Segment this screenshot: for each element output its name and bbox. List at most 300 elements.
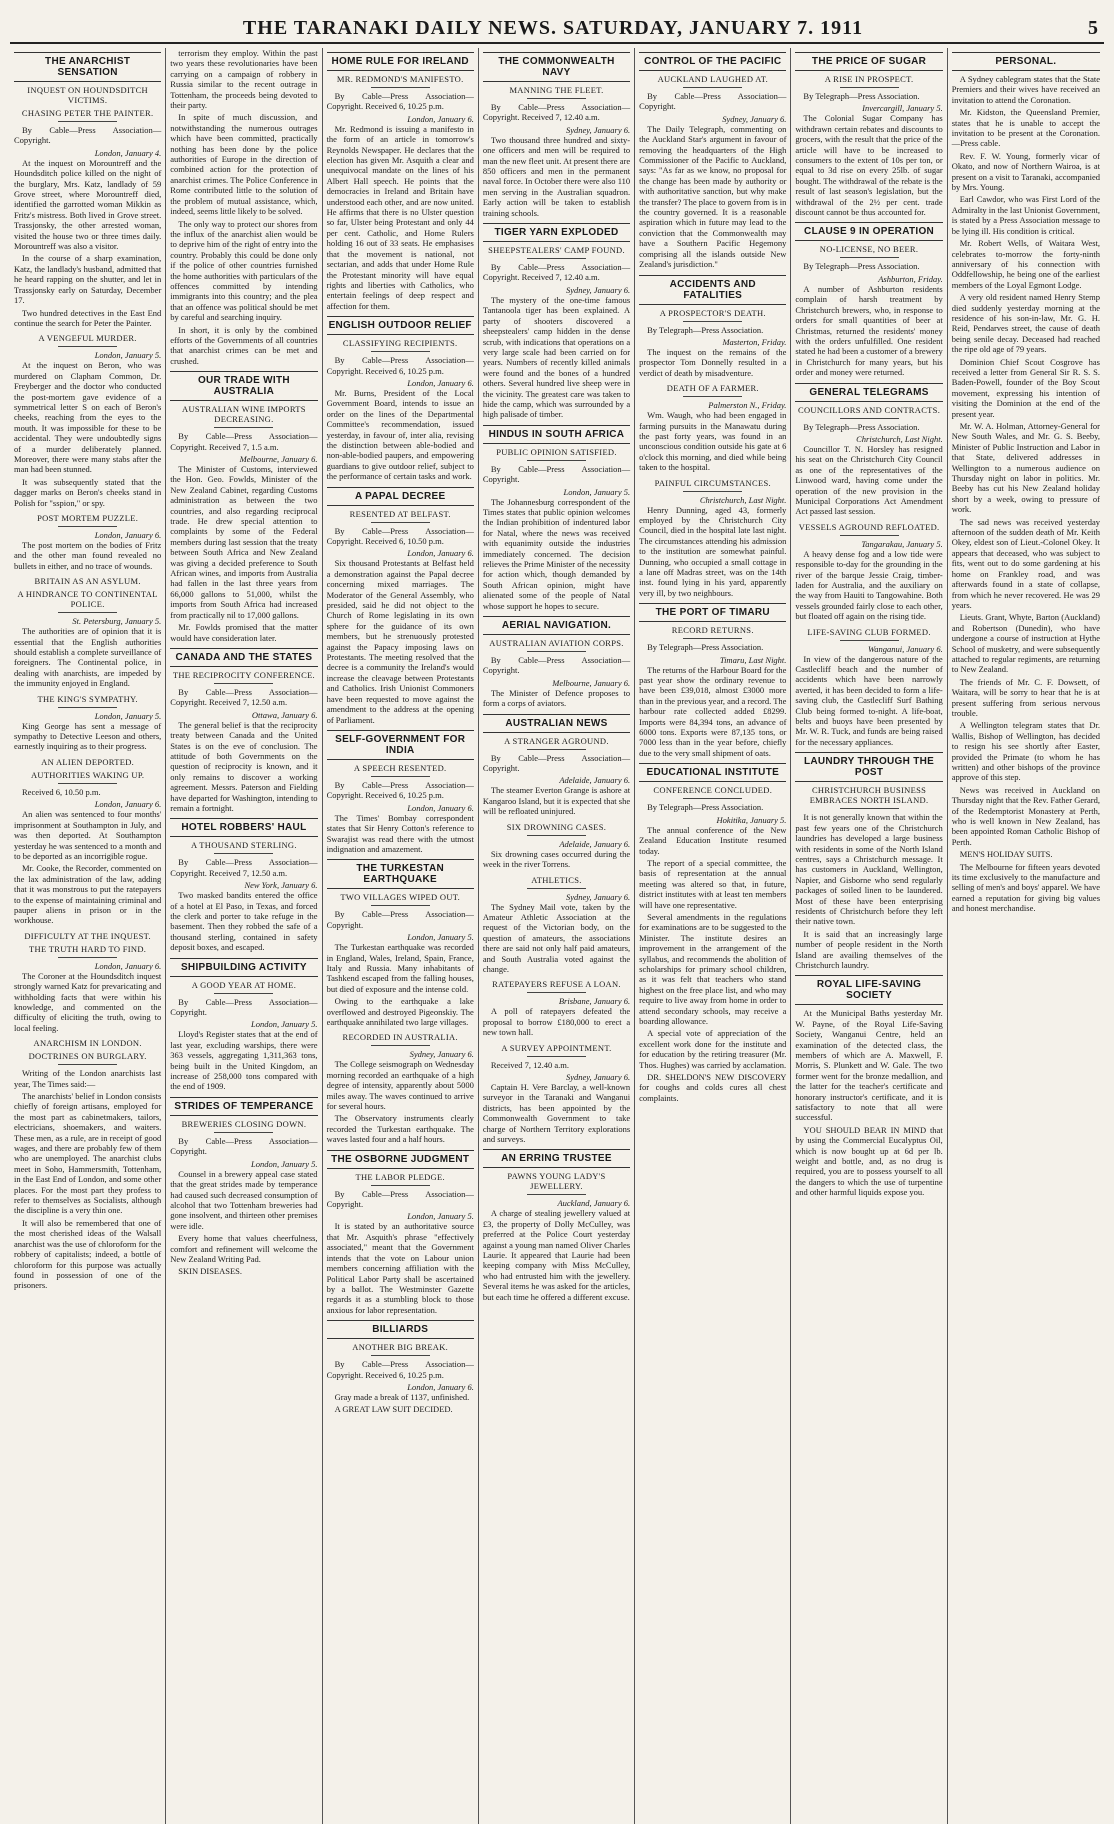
article bbox=[795, 522, 942, 622]
divider-rule bbox=[371, 905, 430, 906]
article-headline: ENGLISH OUTDOOR RELIEF bbox=[327, 316, 474, 335]
body-paragraph: King George has sent a message of sympathy to Detective Leeson and others, earnestly inquiring as to their progress. bbox=[14, 720, 162, 752]
divider-rule bbox=[840, 808, 899, 809]
article-subheading: THE KING'S SYMPATHY. bbox=[37, 693, 138, 704]
body-paragraph: terrorism they employ. Within the past two years these revolutionaries have been carrying on a campaign of robbery in Russia similar to the recent outrage in Tottenham, the proceeds being devoted to their party. bbox=[170, 48, 318, 111]
body-paragraph: Every home that values cheerfulness, comfort and refinement will welcome the New Zealand Writing Pad. bbox=[170, 1233, 318, 1264]
body-paragraph: Mr. W. A. Holman, Attorney-General for New South Wales, and Mr. G. S. Beeby, Minister of Public Instruction and Labor in that State, delivered addresses in Wellington to a numerous audience on Thursday night on labor in politics. Mr. Beeby has cut his New Zealand holiday short by a week, owing to pressure of work. bbox=[951, 421, 1100, 515]
dateline: London, January 6. bbox=[407, 802, 474, 813]
wire-credit: By Cable—Press Association—Copyright. bbox=[14, 125, 162, 146]
article-headline: EDUCATIONAL INSTITUTE bbox=[639, 763, 786, 782]
body-paragraph: The Minister of Customs, interviewed the Hon. Geo. Fowlds, Minister of the New Zealand Cabinet, regarding Customs administration as between the two countries, and also regarding reciprocal trade. He drew special attention to complaints by some of the Federal members during last session that the treaty between South Africa and New Zealand was giving a decided preference to South African wines, and imports from Australia had fallen in the last three years from 66,000 gallons to 51,000, whilst the imports from South Africa had increased from practically nil to 17,000 gallons. bbox=[170, 464, 318, 620]
article bbox=[327, 1150, 474, 1315]
divider-rule bbox=[371, 1185, 430, 1186]
article-headline: CONTROL OF THE PACIFIC bbox=[639, 52, 786, 71]
body-paragraph: The Coroner at the Houndsditch inquest strongly warned Katz for prevaricating and withholding facts that were within his knowledge, and commented on the difficulty of eliciting the truth, owing to local feeling. bbox=[14, 970, 162, 1033]
article-headline: THE PRICE OF SUGAR bbox=[795, 52, 942, 71]
article bbox=[639, 275, 786, 379]
body-paragraph: Mr. Burns, President of the Local Government Board, intends to issue an order on the lines of the Departmental Committee's recommendation, issued yesterday, in favour of, inter alia, revising the distinction between able-bodied and non-able-bodied paupers, and empowering guardians to give outdoor relief, subject to the performance of certain tasks and work. bbox=[326, 387, 474, 482]
article bbox=[483, 875, 630, 975]
body-paragraph: YOU SHOULD BEAR IN MIND that by using the Commercial Eucalyptus Oil, which is now bought up at 6d per lb. weight and bottle, and, as no drug is required, you are to possess yourself to all the dangers to which the use of turpentine and other harmful liquids expose you. bbox=[795, 1124, 943, 1198]
newspaper-title: THE TARANAKI DAILY NEWS. SATURDAY, JANUARY 7. 1911 bbox=[242, 17, 864, 39]
article-subheading: AUSTRALIAN WINE IMPORTS DECREASING. bbox=[182, 404, 306, 425]
dateline: London, January 5. bbox=[94, 710, 162, 721]
divider-rule bbox=[58, 783, 117, 784]
article bbox=[170, 818, 317, 952]
article bbox=[639, 52, 786, 270]
divider-rule bbox=[58, 526, 117, 527]
body-paragraph: The Turkestan earthquake was recorded in England, Wales, Ireland, Spain, France, Italy and Russia. Many inhabitants of Tashkend escaped from the falling houses, but died of exposure and the intense cold. bbox=[326, 942, 474, 994]
column-3 bbox=[323, 48, 479, 1824]
article-subheading: LIFE-SAVING CLUB FORMED. bbox=[807, 626, 931, 637]
divider-rule bbox=[371, 1045, 430, 1046]
divider-rule bbox=[683, 396, 742, 397]
divider-rule bbox=[683, 321, 742, 322]
column-6 bbox=[791, 48, 947, 1824]
article-headline: ROYAL LIFE-SAVING SOCIETY bbox=[795, 975, 942, 1005]
article bbox=[14, 757, 161, 926]
body-paragraph: Earl Cawdor, who was First Lord of the Admiralty in the last Unionist Government, is stated by a Press Association message to be lying ill. His condition is critical. bbox=[951, 194, 1100, 236]
dateline: London, January 5. bbox=[250, 1019, 318, 1030]
divider-rule bbox=[214, 427, 273, 428]
body-paragraph: Wm. Waugh, who had been engaged in farming pursuits in the Manawatu during the past forty years, was found in an unconscious condition outside his gate at 6 o'clock this morning, and died while being taken to the hospital. bbox=[639, 410, 787, 473]
dateline: London, January 6. bbox=[407, 1381, 474, 1392]
wire-credit: By Telegraph—Press Association. bbox=[803, 261, 920, 272]
article bbox=[170, 371, 317, 643]
article bbox=[170, 48, 317, 366]
divider-rule bbox=[840, 257, 899, 258]
dateline: Palmerston N., Friday. bbox=[708, 400, 787, 411]
body-paragraph: Captain H. Vere Barclay, a well-known surveyor in the Taranaki and Wanganui districts, has been appointed by the Commonwealth Government to take charge of Northern Territory explorations and surveys. bbox=[482, 1081, 631, 1144]
divider-rule bbox=[840, 418, 899, 419]
dateline: Sydney, January 6. bbox=[409, 1049, 474, 1060]
body-paragraph: A special vote of appreciation of the excellent work done for the institute and for education by the retiring treasurer (Mr. Thos. Hughes) was carried by acclamation. bbox=[639, 1028, 787, 1070]
column-7 bbox=[948, 48, 1104, 1824]
article bbox=[170, 648, 317, 813]
article bbox=[170, 958, 317, 1092]
body-paragraph: The Melbourne for fifteen years devoted its time exclusively to the manufacture and selling of men's and boys' apparel. We have earned a reputation for giving big values and honest merchandise. bbox=[951, 861, 1100, 914]
article-subheading: A STRANGER AGROUND. bbox=[504, 735, 609, 746]
article-subheading: CLASSIFYING RECIPIENTS. bbox=[342, 338, 458, 349]
article-subheading: THE TRUTH HARD TO FIND. bbox=[29, 943, 147, 954]
divider-rule bbox=[527, 749, 586, 750]
body-paragraph: In the course of a sharp examination, Katz, the landlady's husband, admitted that he heard rapping on the shutter, and let in Trassjonsky early on Saturday, December 17. bbox=[14, 253, 162, 306]
dateline: London, January 4. bbox=[94, 147, 162, 158]
article bbox=[483, 1043, 630, 1145]
masthead bbox=[10, 6, 1104, 44]
dateline: Ashburton, Friday. bbox=[878, 273, 943, 284]
article bbox=[483, 52, 630, 218]
article bbox=[14, 333, 161, 508]
article bbox=[483, 616, 630, 709]
body-paragraph: The inquest on the remains of the prospector Tom Donnelly resulted in a verdict of death by misadventure. bbox=[639, 346, 787, 378]
divider-rule bbox=[527, 98, 586, 99]
body-paragraph: The Daily Telegraph, commenting on the Auckland Star's argument in favour of removing the headquarters of the High Commissioner of the Pacific to Auckland, says: "As far as we know, no proposal for the change has been made by authority or with authoritative sanction, but why make the transfer? The place to govern from is in the country governed. It is a reasonable aspiration which in future may lead to the conviction that the Commonwealth may have a Southern Pacific Hegemony comprising all the islands outside New Zealand's jurisdiction." bbox=[639, 123, 787, 270]
article-headline: BILLIARDS bbox=[327, 1320, 474, 1339]
divider-rule bbox=[58, 612, 117, 613]
body-paragraph: Two masked bandits entered the office of a hotel at El Paso, in Texas, and forced the clerk and porter to take refuge in the basement. Then they robbed the safe of a thousand sterling, contained in safety deposit boxes, and escaped. bbox=[170, 890, 318, 953]
wire-credit: By Cable—Press Association—Copyright. Received 7, 12.50 a.m. bbox=[170, 857, 318, 878]
body-paragraph: A GREAT LAW SUIT DECIDED. bbox=[334, 1404, 453, 1415]
divider-rule bbox=[58, 346, 117, 347]
body-paragraph: Two thousand three hundred and sixty-one officers and men will be required to man the new fleet unit. At present there are 850 officers and men in the permanent naval force. In October there were also 110 men serving in the Australian squadron. Early action will be taken to establish training schools. bbox=[482, 134, 631, 218]
article bbox=[483, 1149, 630, 1302]
article bbox=[639, 603, 786, 758]
article bbox=[639, 763, 786, 1103]
article-subheading: TWO VILLAGES WIPED OUT. bbox=[340, 892, 461, 903]
article bbox=[14, 52, 161, 328]
article-headline: ACCIDENTS AND FATALITIES bbox=[639, 275, 786, 305]
divider-rule bbox=[527, 888, 586, 889]
dateline: London, January 6. bbox=[94, 960, 162, 971]
article bbox=[639, 383, 786, 472]
article-subheading: PAWNS YOUNG LADY'S JEWELLERY. bbox=[507, 1171, 606, 1192]
dateline: Ottawa, January 6. bbox=[251, 709, 318, 720]
body-paragraph: Mr. Redmond is issuing a manifesto in the form of an article in tomorrow's Reynolds Newspaper. He declares that the election has given Mr. Asquith a clear and unequivocal mandate on the lines of his Albert Hall speech. He points that the democracies in Ireland and Britain have understood each other, and are now united. He affirms that there is no Ulster question so far, Ulster being Protestant and only 44 per cent. Catholic, and Home Rulers holding 16 out of 33 seats. He emphasises that the movement is national, not sectarian, and adds that under Home Rule the Protestant minority will have equal rights and liberties with Catholics, who entertain feelings of deep respect and affection for them. bbox=[326, 123, 474, 311]
wire-credit: By Cable—Press Association—Copyright. bbox=[170, 1135, 318, 1157]
wire-credit: By Telegraph—Press Association. bbox=[647, 324, 764, 335]
article-subheading: PUBLIC OPINION SATISFIED. bbox=[496, 446, 617, 457]
article-subheading: AUTHORITIES WAKING UP. bbox=[30, 769, 145, 780]
article-headline: HOTEL ROBBERS' HAUL bbox=[170, 818, 317, 837]
dateline: London, January 5. bbox=[407, 932, 474, 943]
dateline: Adelaide, January 6. bbox=[559, 838, 631, 849]
article-subheading: DOCTRINES ON BURGLARY. bbox=[28, 1051, 147, 1062]
body-paragraph: A poll of ratepayers defeated the proposal to borrow £180,000 to erect a new town hall. bbox=[482, 1006, 631, 1038]
dateline: New York, January 6. bbox=[244, 880, 318, 891]
dateline: Melbourne, January 6. bbox=[552, 677, 631, 688]
column-4 bbox=[479, 48, 635, 1824]
wire-credit: By Cable—Press Association—Copyright. Received 7, 12.40 a.m. bbox=[482, 262, 631, 283]
divider-rule bbox=[840, 87, 899, 88]
article-subheading: RECORD RETURNS. bbox=[671, 625, 754, 636]
divider-rule bbox=[214, 683, 273, 684]
article bbox=[483, 223, 630, 420]
article-subheading: AUSTRALIAN AVIATION CORPS. bbox=[489, 638, 624, 649]
body-paragraph: The report of a special committee, the basis of representation at the annual meeting was altered so that, in future, district institutes with at least ten members will have one representative. bbox=[639, 857, 787, 910]
article-headline: THE PORT OF TIMARU bbox=[639, 603, 786, 622]
article bbox=[14, 931, 161, 1033]
article-subheading: CONFERENCE CONCLUDED. bbox=[653, 785, 773, 796]
body-paragraph: Writing of the London anarchists last year, The Times said:— bbox=[14, 1068, 162, 1089]
article bbox=[14, 694, 161, 752]
body-paragraph: The only way to protect our shores from the influx of the anarchist alien would be to deprive him of the right of entry into the country. Probably this could be done only if the police of other countries furnished the home authorities with particulars of the offences committed by intending immigrants into this country; and the plea that an offence was political should be met by careful and searching inquiry. bbox=[170, 218, 318, 323]
article bbox=[795, 752, 942, 970]
article-subheading: COUNCILLORS AND CONTRACTS. bbox=[797, 404, 941, 415]
wire-credit: By Cable—Press Association—Copyright. Received 6, 10.25 p.m. bbox=[326, 1359, 474, 1380]
body-paragraph: Dominion Chief Scout Cosgrove has received a letter from General Sir R. S. S. Baden-Powell, founder of the Boy Scout movement, expressing his intention of visiting the Dominion at the end of the present year. bbox=[951, 356, 1100, 419]
article bbox=[483, 714, 630, 817]
body-paragraph: The Sydney Mail vote, taken by the Amateur Athletic Association at the request of the Victorian body, on the question of amateurs, the associations there are said not only half paid amateurs, and South Australia voted against the change. bbox=[482, 901, 631, 974]
wire-credit: By Telegraph—Press Association. bbox=[803, 421, 920, 432]
body-paragraph: The annual conference of the New Zealand Education Institute resumed today. bbox=[639, 824, 787, 856]
body-paragraph: It is said that an increasingly large number of people resident in the North Island are availing themselves of the Christchurch laundry. bbox=[795, 928, 943, 970]
divider-rule bbox=[840, 535, 899, 536]
dateline: London, January 5. bbox=[407, 1211, 474, 1222]
body-paragraph: A Wellington telegram states that Dr. Wallis, Bishop of Wellington, has decided to resign his see shortly after Easter, provided the Primate (to whom he has written) and other bishops of the province approve of this step. bbox=[951, 720, 1100, 783]
wire-credit: By Cable—Press Association—Copyright. bbox=[639, 91, 787, 112]
dateline: Christchurch, Last Night. bbox=[856, 433, 943, 444]
dateline: Tangarakau, January 5. bbox=[861, 538, 943, 549]
dateline: Sydney, January 6. bbox=[722, 113, 787, 124]
article-headline: THE OSBORNE JUDGMENT bbox=[327, 1150, 474, 1169]
article-headline: THE TURKESTAN EARTHQUAKE bbox=[327, 859, 474, 889]
page-number: 5 bbox=[1088, 17, 1098, 39]
article-subheading: PAINFUL CIRCUMSTANCES. bbox=[654, 477, 771, 488]
article bbox=[795, 52, 942, 217]
divider-rule bbox=[527, 992, 586, 993]
dateline: St. Petersburg, January 5. bbox=[72, 616, 162, 627]
article bbox=[795, 222, 942, 377]
divider-rule bbox=[683, 798, 742, 799]
article bbox=[327, 1032, 474, 1144]
body-paragraph: At the inquest on Morountreff and the Houndsditch police killed on the night of the burglary, Mrs. Katz, landlady of 59 Grove street, where Morountreff died, identified the garrotted woman Mikkin as Fritz's mistress. Both lived in Grove street. Trassjonsky, the other arrested woman, visited the house two or three times daily. Morountreff was also a visitor. bbox=[14, 157, 162, 252]
article-subheading: ANOTHER BIG BREAK. bbox=[352, 1342, 449, 1353]
article bbox=[327, 316, 474, 481]
wire-credit: By Telegraph—Press Association. bbox=[803, 91, 920, 101]
divider-rule bbox=[214, 993, 273, 994]
divider-rule bbox=[527, 835, 586, 836]
divider-rule bbox=[683, 638, 742, 639]
wire-credit: By Cable—Press Association—Copyright. bbox=[482, 655, 631, 676]
article-headline: AUSTRALIAN NEWS bbox=[483, 714, 630, 733]
divider-rule bbox=[371, 351, 430, 352]
article-headline: THE ANARCHIST SENSATION bbox=[14, 52, 161, 82]
divider-rule bbox=[683, 87, 742, 88]
body-paragraph: Mr. Fowlds promised that the matter would have consideration later. bbox=[170, 622, 318, 643]
article-headline: STRIDES OF TEMPERANCE bbox=[170, 1097, 317, 1116]
article-headline: SELF-GOVERNMENT FOR INDIA bbox=[327, 730, 474, 760]
dateline: Brisbane, January 6. bbox=[558, 996, 631, 1007]
wire-credit: Received 6, 10.50 p.m. bbox=[22, 786, 101, 797]
body-paragraph: Owing to the earthquake a lake overflowed and destroyed Pigeonskiy. The earthquake annihilated two large villages. bbox=[326, 996, 474, 1027]
dateline: London, January 5. bbox=[563, 486, 631, 497]
body-paragraph: A heavy dense fog and a low tide were responsible to-day for the grounding in the river of the barque Jessie Craig, timber-laden for Australia, and the auxiliary on the way from Hauiti to Tangowahine. Both vessels grounded fairly close to each other, but floated off again on the rising tide. bbox=[795, 548, 943, 622]
article-subheading: CHRISTCHURCH BUSINESS EMBRACES NORTH ISLAND. bbox=[809, 785, 929, 806]
article-subheading: RESENTED AT BELFAST. bbox=[349, 508, 451, 519]
article bbox=[170, 1097, 317, 1277]
article-subheading: A SPEECH RESENTED. bbox=[353, 762, 447, 773]
body-paragraph: The College seismograph on Wednesday morning recorded an earthquake of a high degree of intensity, apparently about 5000 miles away. The waves continued to arrive for several hours. bbox=[326, 1059, 474, 1112]
article-headline: OUR TRADE WITH AUSTRALIA bbox=[170, 371, 317, 401]
article-headline: A PAPAL DECREE bbox=[327, 487, 474, 506]
wire-credit: By Telegraph—Press Association. bbox=[647, 642, 764, 653]
article-subheading: THE LABOR PLEDGE. bbox=[355, 1171, 445, 1182]
dateline: Sydney, January 6. bbox=[565, 1071, 631, 1082]
article-subheading: NO-LICENSE, NO BEER. bbox=[819, 244, 919, 255]
body-paragraph: The steamer Everton Grange is ashore at Kangaroo Island, but it is expected that she will be refloated uninjured. bbox=[482, 785, 631, 817]
divider-rule bbox=[683, 491, 742, 492]
article-subheading: DIFFICULTY AT THE INQUEST. bbox=[24, 930, 151, 941]
body-paragraph: Mr. Cooke, the Recorder, commented on the lax administration of the law, adding that it was monstrous to put the ratepayers to the expense of maintaining criminal and pauper aliens in prison or in the workhouse. bbox=[14, 863, 162, 926]
body-paragraph: The authorities are of opinion that it is essential that the English authorities should establish a complete surveillance of foreigners. The Continental police, in dealing with anarchists, are impeded by the immunity enjoyed in England. bbox=[14, 626, 162, 689]
body-paragraph: The Johannesburg correspondent of the Times states that public opinion welcomes the Indian prohibition of indentured labor for Natal, where the news was received with equanimity outside the industries immediately concerned. The decision relieves the Prime Minister of the necessity for action which, though demanded by South African opinion, might have alienated some of the people of Natal whose support he hopes to secure. bbox=[482, 496, 631, 611]
article-headline: PERSONAL. bbox=[952, 52, 1100, 71]
article-subheading: DEATH OF A FARMER. bbox=[666, 383, 759, 394]
body-paragraph: Mr. Robert Wells, of Waitara West, celebrates to-morrow the forty-ninth anniversary of his connection with Oddfellowship, he being one of the earliest members of the Loyal Egmont Lodge. bbox=[951, 238, 1100, 290]
dateline: Melbourne, January 6. bbox=[239, 454, 318, 464]
body-paragraph: MEN'S HOLIDAY SUITS. bbox=[959, 849, 1053, 860]
wire-credit: By Cable—Press Association—Copyright. bbox=[482, 752, 631, 774]
article bbox=[14, 513, 161, 571]
divider-rule bbox=[214, 1132, 273, 1133]
divider-rule bbox=[58, 121, 117, 122]
article bbox=[795, 975, 942, 1197]
wire-credit: Received 7, 12.40 a.m. bbox=[490, 1059, 569, 1070]
divider-rule bbox=[371, 522, 430, 523]
body-paragraph: It is stated by an authoritative source that Mr. Asquith's phrase "effectively associated," meant that the Government intends that the vote on Labour union members concerning affiliation with the Political Labor Party shall be ascertained by a ballot. The Westminster Gazette regards it as a stumbling block to those anxious for labor representation. bbox=[326, 1221, 474, 1315]
divider-rule bbox=[58, 707, 117, 708]
dateline: Sydney, January 6. bbox=[565, 284, 631, 295]
body-paragraph: At the Municipal Baths yesterday Mr. W. Payne, of the Royal Life-Saving Society, Wanganui Centre, held an examination of the detected class, the members of which are A. Maxwell, F. Morris, S. Plunkett and W. Gale. The two former went for the bronze medallion, and the latter for the teacher's certificate and honorary instructor's certificate, and it is satisfactory to note that all were successful. bbox=[795, 1008, 943, 1123]
article bbox=[327, 52, 474, 311]
wire-credit: By Cable—Press Association—Copyright. Received 6, 10.25 p.m. bbox=[326, 779, 474, 801]
article-subheading: BRITAIN AS AN ASYLUM. bbox=[34, 576, 141, 587]
divider-rule bbox=[58, 957, 117, 958]
article bbox=[483, 425, 630, 611]
divider-rule bbox=[371, 1355, 430, 1356]
dateline: London, January 5. bbox=[94, 350, 162, 361]
body-paragraph: The sad news was received yesterday afternoon of the sudden death of Mr. Keith Okey, eldest son of Lieut.-Colonel Okey. It appears that deceased, who was subject to fits, went out to do some gardening at his home on Frankley road, and was afterwards found in a state of collapse, from which he never recovered. He was 29 years. bbox=[951, 516, 1100, 610]
divider-rule bbox=[527, 651, 586, 652]
body-paragraph: Counsel in a brewery appeal case stated that the great strides made by temperance had caused such decreased consumption of alcohol that two Tottenham breweries had gone insolvent, and thirteen other premises were idle. bbox=[170, 1168, 318, 1231]
dateline: Timaru, Last Night. bbox=[719, 654, 787, 665]
body-paragraph: The mystery of the one-time famous Tantanoola tiger has been explained. A party of shooters discovered a sheepstealers' camp hidden in the dense scrub, with indications that operations on a very large scale had been carried on for years. Numbers of recently killed animals were found and the bones of a hundred others. Several hundred live sheep were in the vicinity. The greatest care was taken to hide the camp, which was surrounded by a high palisade of timber. bbox=[482, 294, 631, 420]
wire-credit: By Cable—Press Association—Copyright. bbox=[170, 996, 318, 1018]
body-paragraph: An alien was sentenced to four months' imprisonment at Southampton in July, and was then deported. At Southampton yesterday he was sentenced to a month and to be deported as an incorrigible rogue. bbox=[14, 809, 162, 861]
body-paragraph: Rev. F. W. Young, formerly vicar of Okato, and now of Northern Wairoa, is at present on a visit to Taranaki, accompanied by Mrs. Young. bbox=[951, 150, 1100, 193]
body-paragraph: It will also be remembered that one of the most cherished ideas of the Walsall anarchist was the use of chloroform for the robbery of capitalists; indeed, a bottle of chloroform for this purpose was actually found in possession of one of the prisoners. bbox=[14, 1217, 162, 1291]
body-paragraph: A number of Ashburton residents complain of harsh treatment by Christchurch brewers, who, in response to orders for small quantities of beer at Christmas, returned the residents' money with the orders unfulfilled. One resident stated he had been a customer of a brewery in Christchurch for many years, but his order and money were returned. bbox=[795, 283, 943, 378]
article-subheading: A PROSPECTOR'S DEATH. bbox=[659, 307, 766, 318]
divider-rule bbox=[527, 460, 586, 461]
article-headline: SHIPBUILDING ACTIVITY bbox=[170, 958, 317, 977]
article-subheading: POST MORTEM PUZZLE. bbox=[37, 513, 139, 523]
body-paragraph: At the inquest on Beron, who was murdered on Clapham Common, Dr. Freyberger and the doctor who conducted the post-mortem gave evidence of a symmetrical letter S on each of Beron's cheeks, reaching from the eyes to the mouth. It was impossible for these to be accidental. They were undoubtedly signs of a murder deliberately planned. Moreover, there were many stabs after the man had been stunned. bbox=[14, 360, 162, 475]
article-headline: AERIAL NAVIGATION. bbox=[483, 616, 630, 635]
article bbox=[952, 52, 1100, 914]
article-subheading: CHASING PETER THE PAINTER. bbox=[21, 108, 154, 118]
article-subheading: ATHLETICS. bbox=[531, 874, 582, 885]
body-paragraph: In spite of much discussion, and notwithstanding the numerous outrages which have been committed, practically nothing has been done by the police authorities of Europe in the direction of combined action for the protection of anarchist crimes. The Police Conference in Rome contributed little to the solution of the problem of mutual assistance, which, indeed, seems little likely to be solved. bbox=[170, 112, 318, 217]
article bbox=[639, 478, 786, 599]
article-subheading: RATEPAYERS REFUSE A LOAN. bbox=[492, 979, 621, 990]
article-subheading: MR. REDMOND'S MANIFESTO. bbox=[336, 74, 464, 84]
article-subheading: MANNING THE FLEET. bbox=[509, 85, 604, 95]
article-subheading: A VENGEFUL MURDER. bbox=[38, 333, 137, 344]
dateline: Hokitika, January 5. bbox=[716, 814, 787, 825]
dateline: London, January 6. bbox=[94, 530, 162, 540]
article-subheading: AUCKLAND LAUGHED AT. bbox=[657, 74, 768, 84]
wire-credit: By Cable—Press Association—Copyright. Received 6, 10.25 p.m. bbox=[326, 91, 474, 112]
article-subheading: BREWERIES CLOSING DOWN. bbox=[181, 1118, 307, 1129]
column-1 bbox=[10, 48, 166, 1824]
body-paragraph: SKIN DISEASES. bbox=[178, 1266, 243, 1277]
dateline: London, January 6. bbox=[407, 377, 474, 388]
divider-rule bbox=[527, 1056, 586, 1057]
article bbox=[327, 730, 474, 854]
wire-credit: By Cable—Press Association—Copyright. Received 6, 10.25 p.m. bbox=[326, 355, 474, 376]
dateline: London, January 6. bbox=[407, 113, 474, 124]
body-paragraph: A Sydney cablegram states that the State Premiers and their wives have received an invitation to attend the Coronation. bbox=[951, 74, 1100, 105]
body-paragraph: News was received in Auckland on Thursday night that the Rev. Father Gerard, of the Redemptorist Monastery at Perth, who is well known in New Zealand, has been appointed Roman Catholic Bishop of Perth. bbox=[951, 784, 1100, 847]
article-subheading: ANARCHISM IN LONDON. bbox=[33, 1038, 142, 1049]
article-headline: LAUNDRY THROUGH THE POST bbox=[795, 752, 942, 782]
body-paragraph: In short, it is only by the combined efforts of the Governments of all countries that anarchist crimes can be met and crushed. bbox=[170, 324, 318, 366]
wire-credit: By Cable—Press Association—Copyright. bbox=[326, 909, 474, 930]
article-headline: THE COMMONWEALTH NAVY bbox=[483, 52, 630, 82]
body-paragraph: The anarchists' belief in London consists chiefly of foreign artisans, employed for the most part as cabinetmakers, tailors, electricians, shoemakers, and waiters. These men, as a rule, are in receipt of good wages, and there are probably few of them who are unemployed. The anarchist clubs meet in Soho, Hammersmith, Tottenham, in the East End of London, and some other places. For the most part they profess to refer to themselves as Socialists, although the discipline is a very thin one. bbox=[14, 1091, 162, 1216]
body-paragraph: The post mortem on the bodies of Fritz and the other man found revealed no bullets in either, and no trace of wounds. bbox=[14, 540, 162, 571]
dateline: Wanganui, January 6. bbox=[867, 643, 943, 654]
body-paragraph: Mr. Kidston, the Queensland Premier, states that he is unable to accept the invitation to be present at the Coronation.—Press cable. bbox=[951, 107, 1100, 149]
body-paragraph: Two hundred detectives in the East End continue the search for Peter the Painter. bbox=[14, 307, 162, 328]
wire-credit: By Cable—Press Association—Copyright. Received 7, 1.5 a.m. bbox=[170, 431, 318, 452]
body-paragraph: The returns of the Harbour Board for the past year show the ordinary revenue to have been £39,018, almost £3000 more than in the previous year, and a record. The harbour rate collected added £8299. Imports were 84,394 tons, an advance of 6000 tons. Exports were 87,135 tons, or 7000 less than in the year before, chiefly due to the very small shipment of oats. bbox=[639, 664, 787, 758]
article bbox=[14, 1038, 161, 1291]
dateline: Sydney, January 6. bbox=[565, 891, 631, 902]
body-paragraph: Councillor T. N. Horsley has resigned his seat on the Christchurch City Council as one of the representatives of the Linwood ward, having come under the operation of the new provision in the Municipal Corporations Act Amendment Act passed last session. bbox=[795, 443, 943, 517]
article-subheading: A GOOD YEAR AT HOME. bbox=[191, 979, 297, 990]
article-subheading: A SURVEY APPOINTMENT. bbox=[501, 1042, 612, 1053]
article bbox=[14, 576, 161, 688]
dateline: London, January 5. bbox=[250, 1158, 318, 1169]
column-2 bbox=[166, 48, 322, 1824]
article bbox=[483, 822, 630, 870]
body-paragraph: It is not generally known that within the past few years one of the Christchurch laundries has developed a large business with residents in some of the North Island centres, says a Christchurch message. It has customers in Auckland, Wellington, Napier, and Gisborne who send regularly packages of soiled linen to be laundered. Most of these have been enterprising residents of Christchurch before they left their native town. bbox=[795, 812, 943, 927]
wire-credit: By Cable—Press Association—Copyright. Received 6, 10.50 p.m. bbox=[326, 525, 474, 546]
article bbox=[327, 487, 474, 725]
dateline: London, January 6. bbox=[94, 799, 162, 810]
divider-rule bbox=[527, 1194, 586, 1195]
dateline: Sydney, January 6. bbox=[565, 124, 631, 135]
body-paragraph: In view of the dangerous nature of the Castlecliff beach and the number of accidents which have been narrowly averted, it has been decided to form a life-saving club, the Castlecliff Surf Bathing Club being formed to-night. A life-boat, belts and buoys have been presented by Mr. W. R. Tuck, and funds are being raised for the necessary appliances. bbox=[795, 653, 943, 747]
body-paragraph: Gray made a break of 1137, unfinished. bbox=[334, 1391, 470, 1402]
body-paragraph: The friends of Mr. C. F. Dowsett, of Waitara, will be sorry to hear that he is at present suffering from serious nervous trouble. bbox=[951, 676, 1100, 718]
dateline: Auckland, January 6. bbox=[557, 1198, 631, 1209]
article bbox=[327, 1320, 474, 1415]
body-paragraph: A charge of stealing jewellery valued at £3, the property of Dolly McCulley, was preferred at the Police Court yesterday against a young man named Oliver Charles Laurie. It appeared that Laurie had been keeping company with Miss McCulley, who had entrusted him with the jewellery. Several items he was asked for the articles, but each time he offered a different excuse. bbox=[482, 1208, 631, 1302]
divider-rule bbox=[527, 258, 586, 259]
divider-rule bbox=[371, 87, 430, 88]
dateline: Invercargill, January 5. bbox=[862, 103, 943, 114]
body-paragraph: A very old resident named Henry Stemp died suddenly yesterday morning at the residence of his son-in-law, Mr. G. H. Reid, Pendarves street, the cause of death being senile decay. Deceased had reached the ripe old age of 79 years. bbox=[951, 292, 1100, 355]
article-subheading: VESSELS AGROUND REFLOATED. bbox=[798, 521, 940, 532]
article-headline: HOME RULE FOR IRELAND bbox=[327, 52, 474, 71]
article-headline: HINDUS IN SOUTH AFRICA bbox=[483, 425, 630, 444]
divider-rule bbox=[214, 853, 273, 854]
article-headline: GENERAL TELEGRAMS bbox=[795, 383, 942, 402]
wire-credit: By Cable—Press Association—Copyright. Received 7, 12.40 a.m. bbox=[482, 102, 631, 123]
article bbox=[483, 979, 630, 1037]
divider-rule bbox=[840, 640, 899, 641]
dateline: London, January 6. bbox=[407, 548, 474, 559]
body-paragraph: Several amendments in the regulations for examinations are to be suggested to the Minister. The institute desires an improvement in the arrangement of the syllabus, and recommends the abolition of scholarships for primary school children, as it was felt that teachers who stand highest on the free place list, and who may require to live away from home in order to attend secondary schools, may receive a boarding allowance. bbox=[639, 911, 787, 1026]
dateline: Masterton, Friday. bbox=[722, 336, 787, 347]
columns-grid bbox=[10, 48, 1104, 1824]
article-subheading: INQUEST ON HOUNDSDITCH VICTIMS. bbox=[27, 85, 148, 105]
article-subheading: THE RECIPROCITY CONFERENCE. bbox=[172, 669, 315, 680]
article-subheading: RECORDED IN AUSTRALIA. bbox=[342, 1032, 458, 1043]
article-headline: CANADA AND THE STATES bbox=[170, 648, 317, 667]
article-subheading: A RISE IN PROSPECT. bbox=[824, 74, 914, 84]
article-subheading: SIX DROWNING CASES. bbox=[506, 821, 607, 832]
body-paragraph: The Minister of Defence proposes to form a corps of aviators. bbox=[482, 687, 631, 709]
article bbox=[327, 859, 474, 1027]
body-paragraph: DR. SHELDON'S NEW DISCOVERY for coughs and colds cures all chest complaints. bbox=[639, 1072, 787, 1103]
article-headline: CLAUSE 9 IN OPERATION bbox=[795, 222, 942, 241]
column-5 bbox=[635, 48, 791, 1824]
